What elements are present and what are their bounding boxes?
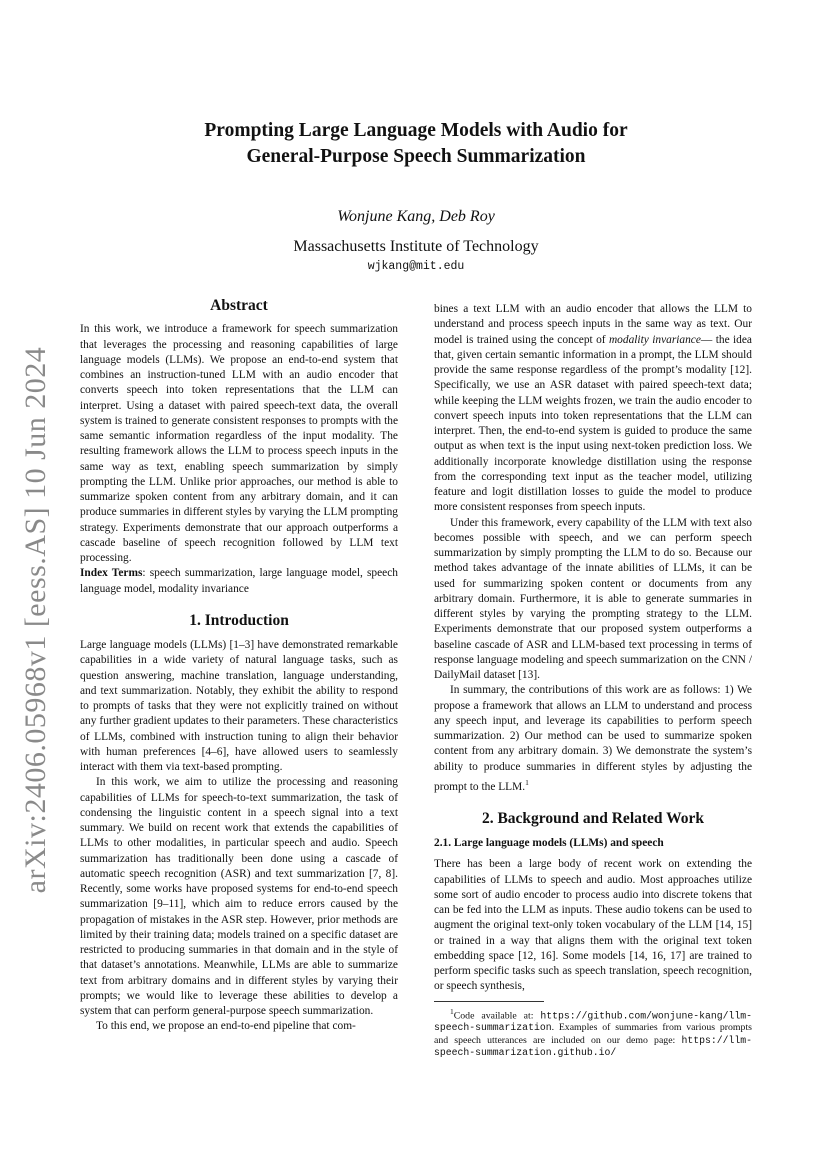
modality-text-a: bines a text LLM with an audio encoder that allows the LLM to understand and process speech inputs in the same way as text. Our model is trained using the concept of <box>434 303 752 346</box>
section-2-heading: 2. Background and Related Work <box>481 809 705 827</box>
modality-invariance-term: modality invariance <box>608 333 701 346</box>
section-2-paragraph-1: There has been a large body of recent work on extending the capabilities of LLMs to speech and audio. Most approaches utilize some sort of audio encoder to process audio into discrete tokens that can be fed into the LLM as inputs. These audio tokens can be used to augment the original text-only token vocabulary of the LLM [14, 15] or trained in a way that aligns them with the original text token embedding space [12, 16]. Some models [14, 16, 17] are trained to perform specific tasks such as speech translation, speech recognition, or speech synthesis, <box>434 858 752 993</box>
intro-paragraph-1: Large language models (LLMs) [1–3] have demonstrated remarkable capabilities in a wide variety of natural language tasks, such as question answering, machine translation, language understanding, and text summarization. Notably, they exhibit the ability to respond to prompts of tasks that they were not explicitly trained on without any further gradient updates to their parameters. These characteristics of LLMs, combined with instruction tuning to align their behavior with human preferences [4–6], have allowed users to seamlessly interact with them via text-based prompting. <box>80 639 398 773</box>
left-column <box>80 298 398 1035</box>
abstract-heading: Abstract <box>210 297 268 314</box>
index-terms-label: Index Terms <box>80 567 143 580</box>
demo-page-link[interactable]: https://llm-speech-summarization.github.io/ <box>434 1034 752 1059</box>
section-1-heading: 1. Introduction <box>189 611 289 629</box>
subsection-2-1-heading: 2.1. Large language models (LLMs) and speech <box>434 837 664 850</box>
abstract-body: In this work, we introduce a framework for speech summarization that leverages the processing and reasoning capabilities of large language models (LLMs). We propose an end-to-end system that combines an instruction-tuned LLM with an audio encoder that converts speech into token representations that the LLM can interpret. Using a dataset with paired speech-text data, the overall system is trained to generate consistent responses to prompts with the same semantic information regardless of the input modality. The resulting framework allows the LLM to process speech inputs in the same way as text, enabling speech summarization by simply prompting the LLM. Unlike prior approaches, our method is able to summarize spoken content from any arbitrary domain, and it can produce summaries in different styles by varying the LLM prompting strategy. Experiments demonstrate that our approach outperforms a cascade baseline of speech recognition followed by LLM text processing. <box>80 323 398 564</box>
paper-header <box>80 118 752 273</box>
index-terms <box>80 566 398 597</box>
arxiv-identifier: arXiv:2406.05968v1 [eess.AS] 10 Jun 2024 <box>19 346 52 894</box>
paper-authors: Wonjune Kang, Deb Roy <box>337 208 495 225</box>
right-column <box>434 302 752 1060</box>
arxiv-identifier-stamp <box>8 346 64 894</box>
intro-paragraph-2: In this work, we aim to utilize the processing and reasoning capabilities of LLMs for speech-to-text summarization, the task of condensing the linguistic content in a speech signal into a text summary. We build on recent work that extends the capabilities of LLMs to other modalities, in particular speech and audio. Speech summarization has traditionally been done using a cascade of automatic speech recognition (ASR) and text summarization [7, 8]. Recently, some works have proposed systems for end-to-end speech summarization [9–11], which aim to reduce errors caused by the propagation of mistakes in the ASR step. However, prior methods are limited by their training data; models trained on a specific dataset are restricted to producing summaries in that domain and in the style of that dataset’s annotations. Meanwhile, LLMs are able to summarize text from arbitrary domains and in different styles by varying their prompts; we would like to leverage these abilities to develop a system that can perform general-purpose speech summarization. <box>80 776 398 1017</box>
paper-title-line-2: General-Purpose Speech Summarization <box>246 146 586 167</box>
footnote-divider <box>434 1001 544 1002</box>
intro-paragraph-3: To this end, we propose an end-to-end pipeline that com- <box>96 1020 356 1033</box>
paper-affiliation: Massachusetts Institute of Technology <box>293 238 539 255</box>
footnote-marker: 1 <box>525 777 529 787</box>
modality-text-b: — the idea that, given certain semantic information in a prompt, the LLM should provide the same response regardless of the prompt’s modality [12]. Specifically, we use an ASR dataset with paired speech-text data; while keeping the LLM weights frozen, we train the audio encoder to convert speech inputs into token representations that the LLM can interpret. Then, the end-to-end system is guided to produce the same output as when text is the input using next-token prediction loss. We additionally incorporate knowledge distillation using the response from the corresponding text input as the teacher model, utilizing feature and logit distillation losses to guide the model to produce more consistent responses from speech inputs. <box>434 333 752 514</box>
intro-paragraph-5 <box>434 683 752 795</box>
contributions-text: In summary, the contributions of this work are as follows: 1) We propose a framework that allows an LLM to understand and process any speech input, and leverage its capabilities to perform speech summarization. 2) Our method can be used to summarize spoken content from any arbitrary domain. 3) We demonstrate the system’s ability to produce summaries in different styles by adjusting the prompt to the LLM. <box>434 684 752 793</box>
footnote-text-b: . Examples of summaries from various prompts and speech utterances are included on our demo page: <box>434 1022 752 1046</box>
intro-paragraph-4: Under this framework, every capability of the LLM with text also becomes possible with speech, and we can perform speech summarization by simply prompting the LLM to do so. Because our method takes advantage of the innate abilities of LLMs, it can be used for summarizing spoken content or documents from any arbitrary domain. Furthermore, it is able to generate summaries in different styles by varying the prompting strategy to the LLM. Experiments demonstrate that our proposed system outperforms a baseline cascade of ASR and LLM-based text processing in terms of response language modeling and speech summarization on the CNN / DailyMail dataset [13]. <box>434 516 752 681</box>
code-repository-link[interactable]: https://github.com/wonjune-kang/llm-speech-summarization <box>434 1009 752 1034</box>
intro-paragraph-3-continued <box>434 302 752 516</box>
author-email: wjkang@mit.edu <box>367 260 465 273</box>
footnote-number: 1 <box>450 1006 454 1016</box>
footnote <box>434 1006 752 1060</box>
index-terms-text: : speech summarization, large language model, speech language model, modality invariance <box>80 567 398 595</box>
paper-title-line-1: Prompting Large Language Models with Audio for <box>204 120 628 141</box>
footnote-text-a: Code available at: <box>453 1009 541 1021</box>
